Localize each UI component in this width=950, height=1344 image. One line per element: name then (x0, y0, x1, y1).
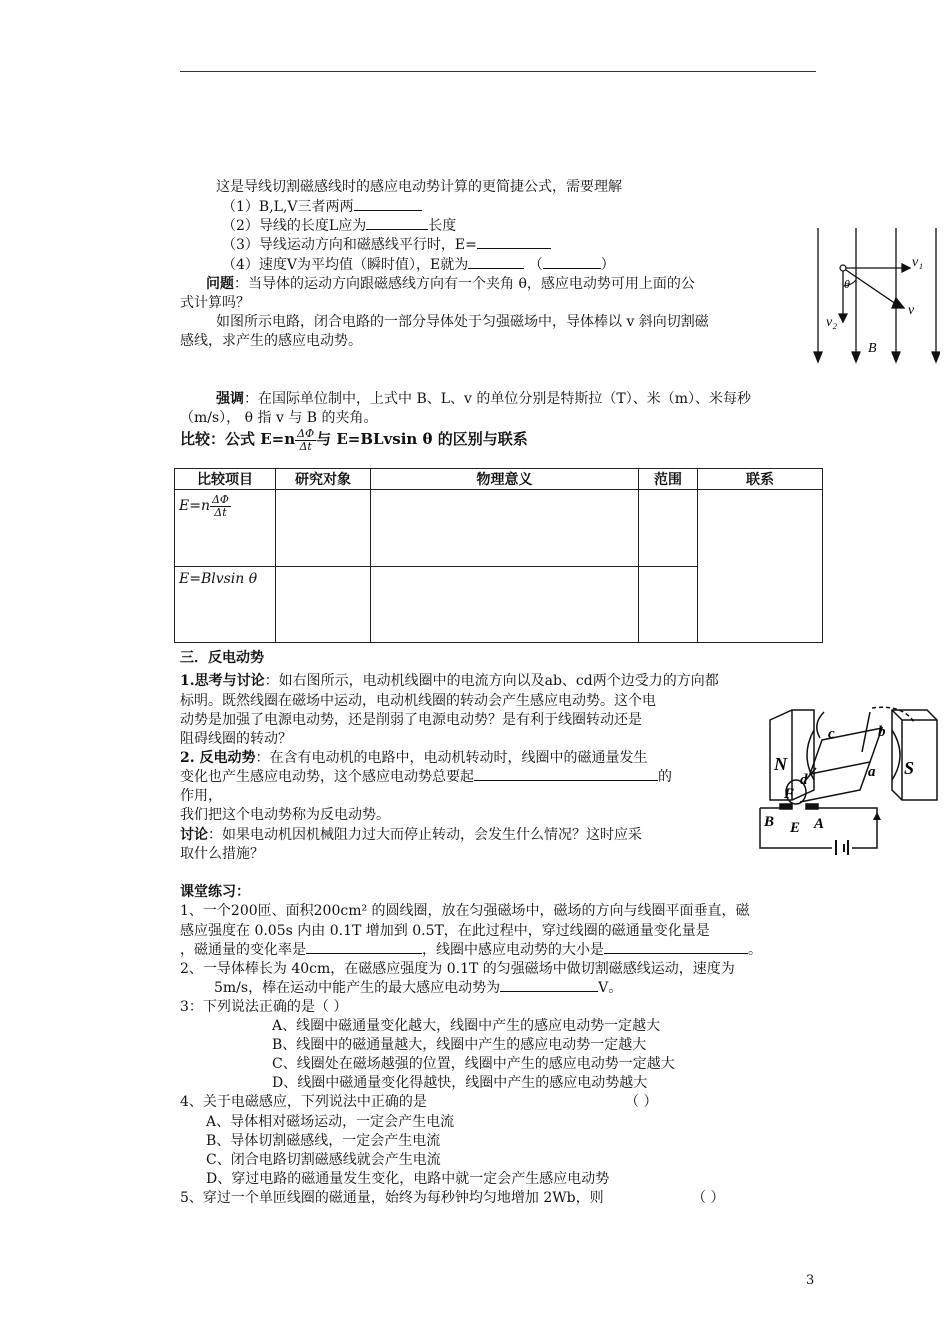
q4-line: 4、关于电磁感应，下列说法中正确的是 (180, 1094, 427, 1110)
blank-field[interactable] (604, 939, 748, 954)
question-line: 取什么措施？ (180, 846, 264, 862)
emphasis-line-2: （m/s）， θ 指 v 与 B 的夹角。 (180, 410, 378, 426)
table-cell[interactable] (276, 567, 371, 643)
cutting-diagram (810, 228, 940, 368)
field-arrow (892, 352, 900, 362)
A-label: A (814, 816, 825, 832)
option: A、导体相对磁场运动，一定会产生电流 (206, 1114, 455, 1130)
F-label: F (784, 786, 795, 802)
brush (780, 804, 792, 809)
question-line: 问题：当导体的运动方向跟磁感线方向有一个夹角 θ，感应电动势可用上面的公 (206, 276, 695, 292)
brush (806, 804, 818, 809)
table-cell[interactable] (371, 490, 639, 567)
pole-face (892, 730, 900, 780)
practice-title: 课堂练习： (180, 884, 250, 900)
q2-line: 2、一导体棒长为 40cm，在磁感应强度为 0.1T 的匀强磁场中做切割磁感线运动，速度为 (180, 961, 735, 977)
table-cell[interactable] (639, 567, 698, 643)
header-cell: 物理意义 (371, 469, 639, 490)
row-label-cell: E=n $\frac{\Delta\Phi}{\Delta t}$ (175, 490, 276, 567)
intro-item-4: （4）速度V为平均值（瞬时值），E就为 （ ） (222, 254, 615, 274)
field-arrow (852, 352, 860, 362)
table-header-row (175, 469, 823, 490)
discussion-line: 标明。既然线圈在磁场中运动，电动机线圈的转动会产生感应电动势。这个电 (180, 693, 656, 709)
emphasis-line: 强调：在国际单位制中，上式中 B、L、v 的单位分别是特斯拉（T）、米（m）、米每秒 (216, 391, 752, 407)
q1-line: ，磁通量的变化率是 ，线圈中感应电动势的大小是 。 (180, 939, 762, 959)
option: C、线圈处在磁场越强的位置，线圈中产生的感应电动势一定越大 (272, 1056, 675, 1072)
current-arrow (873, 812, 881, 820)
page-number: 3 (806, 1273, 815, 1288)
v-arrow (892, 298, 904, 308)
blank-field[interactable] (366, 215, 428, 230)
q1-line: 感应强度在 0.05s 内由 0.1T 增加到 0.5T，在此过程中，穿过线圈的磁通量变化量是 (180, 923, 710, 939)
table-cell[interactable] (371, 567, 639, 643)
theta-label: θ (844, 277, 850, 291)
option: D、线圈中磁通量变化得越快，线圈中产生的感应电动势越大 (272, 1075, 648, 1091)
back-emf-line: 我们把这个电动势称为反电动势。 (180, 807, 390, 823)
S-label: S (904, 758, 915, 778)
discussion-line: 动势是加强了电源电动势，还是削弱了电源电动势？是有利于线圈转动还是 (180, 712, 642, 728)
row-label-cell: E=Blvsin θ (175, 567, 276, 643)
header-cell: 比较项目 (175, 469, 276, 490)
comparison-table (174, 468, 823, 643)
table-cell[interactable] (276, 490, 371, 567)
header-cell: 范围 (639, 469, 698, 490)
answer-paren: （ ） (692, 1190, 725, 1206)
section-title: 三．反电动势 (180, 650, 264, 666)
B-label: B (868, 341, 877, 356)
header-cell: 联系 (698, 469, 823, 490)
field-arrow (814, 352, 822, 362)
para-line-2: 感线，求产生的感应电动势。 (180, 333, 362, 349)
B-brush-label: B (764, 814, 775, 830)
fraction: $\frac{\Delta\Phi}{\Delta t}$ (297, 427, 315, 453)
para-line: 如图所示电路，闭合电路的一部分导体处于匀强磁场中，导体棒以 v 斜向切割磁 (216, 314, 709, 330)
compare-heading: 比较：公式 E=n $\frac{\Delta\Phi}{\Delta t}$ 与 E=BLvsin θ 的区别与联系 (180, 427, 528, 453)
header-cell: 研究对象 (276, 469, 371, 490)
d-label: d (800, 772, 808, 788)
option: C、闭合电路切割磁感线就会产生电流 (206, 1152, 441, 1168)
table-row (175, 490, 823, 567)
answer-paren: （ ） (625, 1094, 658, 1110)
s-magnet (892, 710, 937, 800)
intro-item-1: （1）B,L,V三者两两 (222, 196, 422, 216)
table-cell[interactable] (639, 490, 698, 567)
back-emf-line: 作用， (180, 788, 222, 804)
intro-item-2: （2）导线的长度L应为 长度 (222, 215, 456, 235)
coil-side (800, 762, 870, 802)
v-vector (843, 268, 896, 304)
rotation-arrow (817, 712, 824, 738)
conductor-dot (840, 265, 846, 271)
blank-field[interactable] (468, 254, 524, 269)
b-label: b (878, 724, 886, 740)
blank-field[interactable] (477, 234, 551, 249)
option: B、线圈中的磁通量越大，线圈中产生的感应电动势一定越大 (272, 1037, 647, 1053)
N-label: N (774, 754, 787, 774)
v1-arrow (902, 264, 910, 272)
back-emf-line: 变化也产生感应电动势，这个感应电动势总要起 的 (180, 766, 672, 786)
motor-diagram (752, 700, 947, 855)
blank-field[interactable] (543, 254, 601, 269)
option: B、导体切割磁感线，一定会产生电流 (206, 1133, 441, 1149)
header-rule (180, 71, 816, 72)
discussion-line: 阻碍线圈的转动？ (180, 731, 292, 747)
E-label: E (790, 820, 801, 836)
blank-field[interactable] (354, 196, 422, 211)
v2-arrow (839, 314, 847, 322)
blank-field[interactable] (306, 939, 422, 954)
field-arrow (932, 352, 940, 362)
blank-field[interactable] (474, 766, 658, 781)
fraction: $\frac{\Delta\Phi}{\Delta t}$ (211, 493, 229, 519)
intro-line: 这是导线切割磁感线时的感应电动势计算的更简捷公式，需要理解 (216, 179, 622, 195)
magnet-edge (892, 710, 937, 800)
question-line-2: 式计算吗？ (180, 295, 250, 311)
question-line: 讨论：如果电动机因机械阻力过大而停止转动，会发生什么情况？这时应采 (180, 827, 642, 843)
q1-line: 1、一个200匝、面积200cm² 的圆线圈，放在匀强磁场中，磁场的方向与线圈平面垂直，磁 (180, 903, 750, 919)
v2-label: v₂ (826, 315, 838, 330)
blank-field[interactable] (500, 977, 598, 992)
v1-label: v₁ (912, 255, 924, 270)
c-label: c (828, 726, 835, 742)
q5-line: 5、穿过一个单匝线圈的磁通量，始终为每秒钟均匀地增加 2Wb，则 (180, 1190, 604, 1206)
back-emf-line: 2. 反电动势：在含有电动机的电路中，电动机转动时，线圈中的磁通量发生 (180, 750, 648, 766)
q2-line: 5m/s，棒在运动中能产生的最大感应电动势为 V。 (214, 977, 622, 997)
option: D、穿过电路的磁通量发生变化，电路中就一定会产生感应电动势 (206, 1171, 610, 1187)
table-cell[interactable] (698, 490, 823, 643)
a-label: a (868, 764, 876, 780)
option: A、线圈中磁通量变化越大，线圈中产生的感应电动势一定越大 (272, 1018, 661, 1034)
intro-item-3: （3）导线运动方向和磁感线平行时，E= (222, 234, 551, 254)
discussion-line: 1.思考与讨论：如右图所示，电动机线圈中的电流方向以及ab、cd两个边受力的方向都 (180, 673, 719, 689)
v-label: v (908, 303, 915, 318)
q3-line: 3：下列说法正确的是（ ） (180, 999, 348, 1015)
